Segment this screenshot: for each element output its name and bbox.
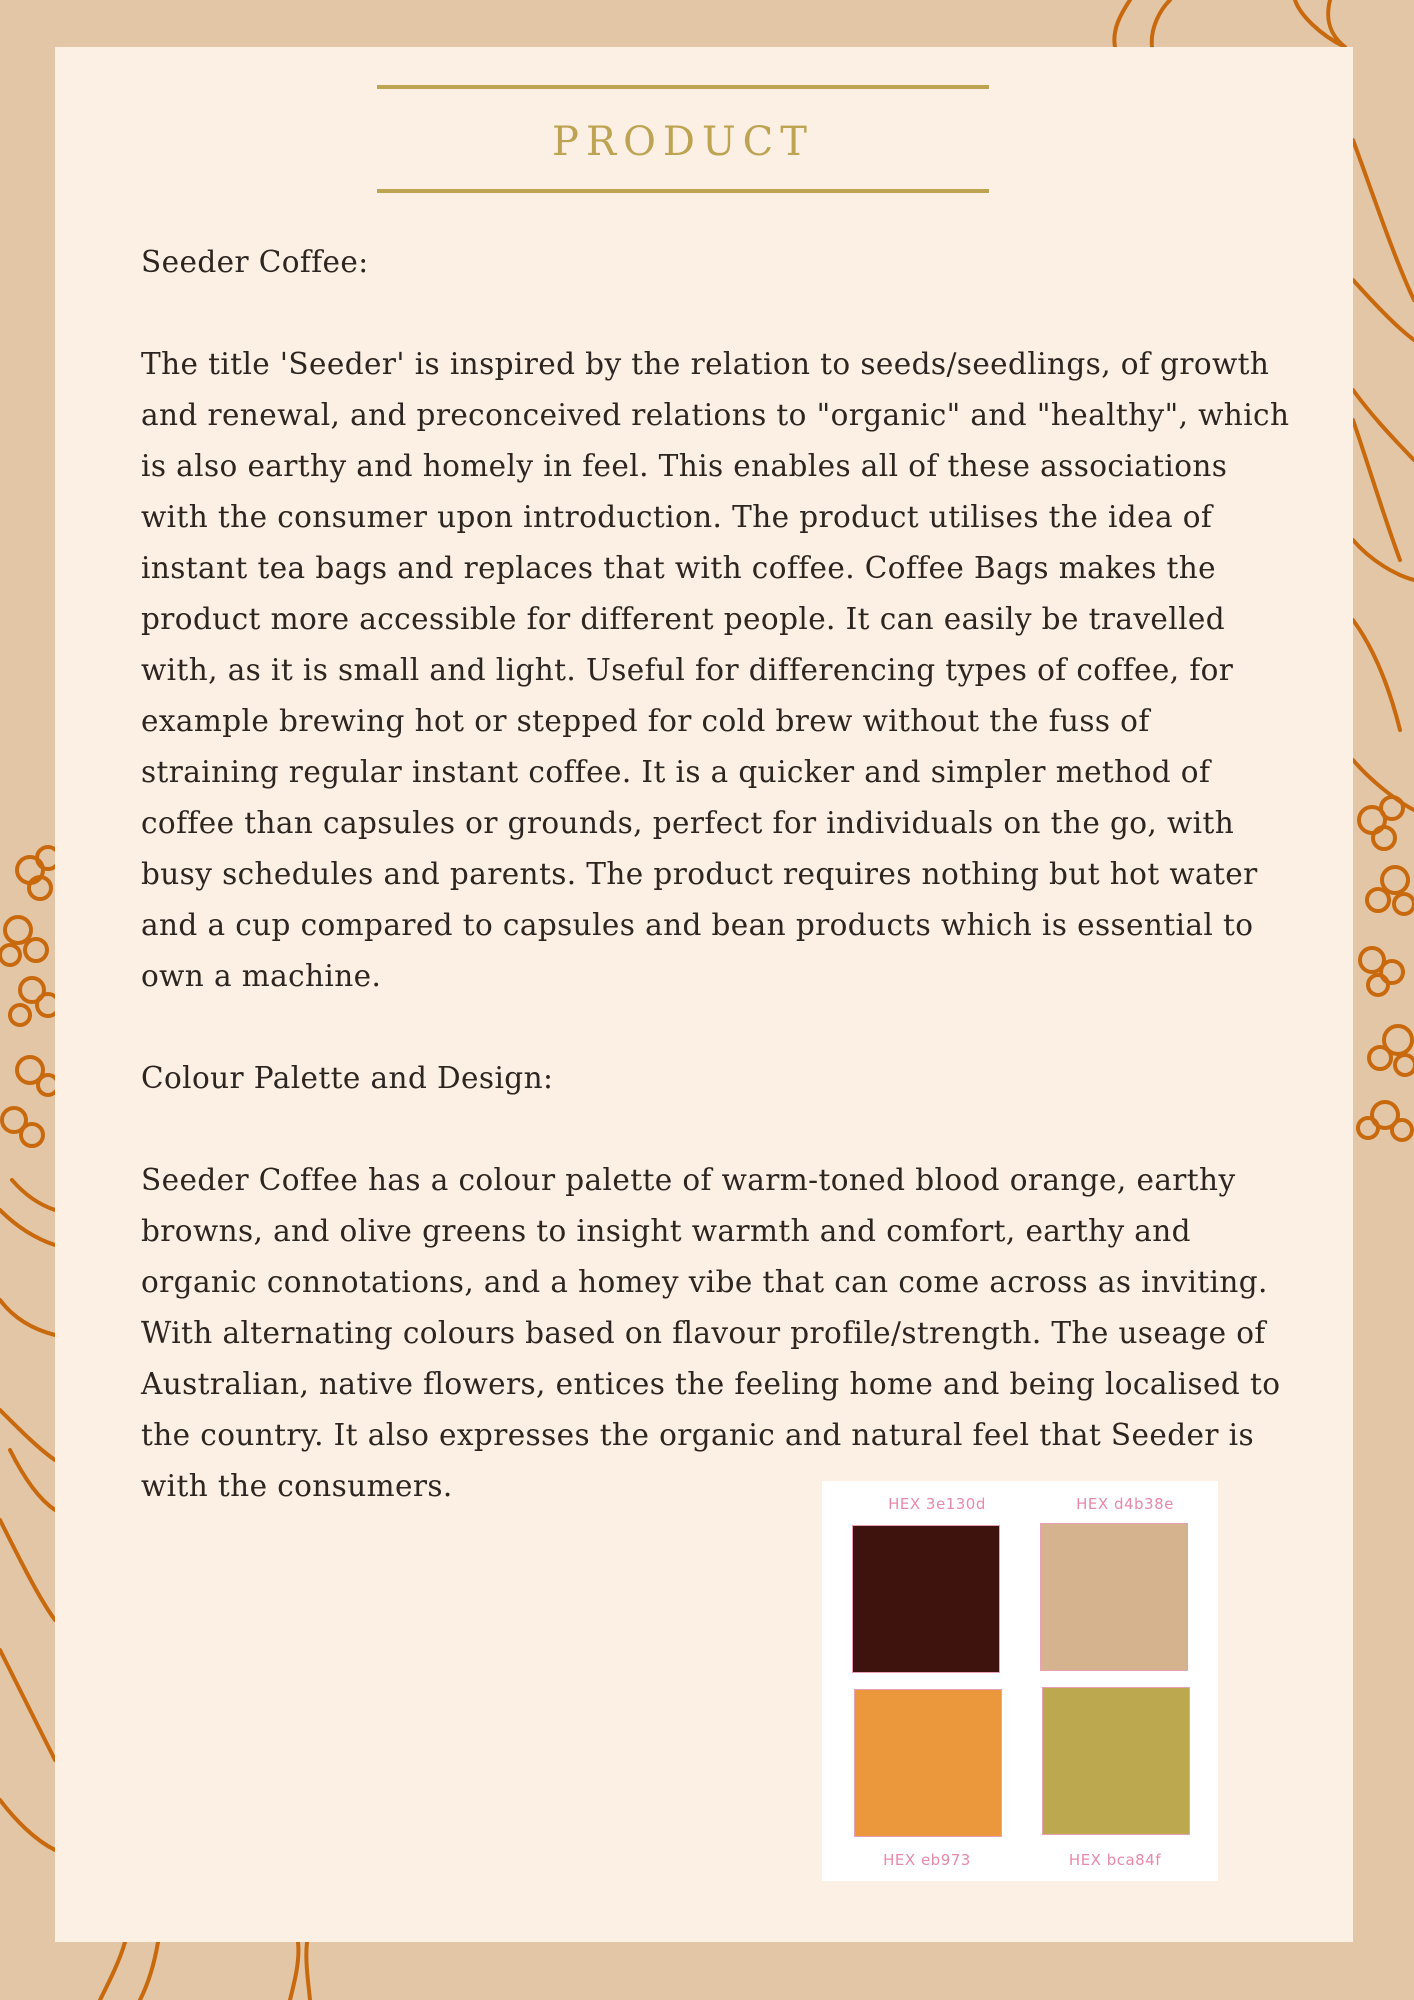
- swatch-tan: [1040, 1523, 1188, 1671]
- swatch-dark-brown: [852, 1525, 1000, 1673]
- paragraph-colour-palette: Seeder Coffee has a colour palette of warm-toned blood orange, earthy browns, and olive greens to insight warmth and comfort, earthy and organic connotations, and a homey vibe that can come across as inviting. With alternating colours based on flavour profile/strength. The useage of Australian, native flowers, entices the feeling home and being localised to the country. It also expresses the organic and natural feel that Seeder is with the consumers.: [141, 1163, 1281, 1503]
- title-rule-top: [377, 85, 989, 89]
- hex-label: HEX eb973: [883, 1851, 971, 1869]
- section-heading-seeder-coffee: Seeder Coffee:: [141, 245, 369, 279]
- hex-label: HEX bca84f: [1068, 1851, 1162, 1869]
- swatch-orange: [854, 1689, 1002, 1837]
- colour-palette: [822, 1481, 1218, 1881]
- section-heading-colour-palette: Colour Palette and Design:: [141, 1061, 554, 1095]
- hex-label: HEX 3e130d: [888, 1495, 986, 1513]
- title-block: [377, 85, 989, 195]
- title-rule-bottom: [377, 189, 989, 193]
- swatch-olive: [1042, 1687, 1190, 1835]
- hex-label: HEX d4b38e: [1076, 1495, 1174, 1513]
- content-body: [141, 237, 1291, 1512]
- paragraph-seeder-coffee: The title 'Seeder' is inspired by the relation to seeds/seedlings, of growth and renewal, and preconceived relations to "organic" and "healthy", which is also earthy and homely in feel. This enables all of these associations with the consumer upon introduction. The product utilises the idea of instant tea bags and replaces that with coffee. Coffee Bags makes the product more accessible for different people. It can easily be travelled with, as it is small and light. Useful for differencing types of coffee, for example brewing hot or stepped for cold brew without the fuss of straining regular instant coffee. It is a quicker and simpler method of coffee than capsules or grounds, perfect for individuals on the go, with busy schedules and parents. The product requires nothing but hot water and a cup compared to capsules and bean products which is essential to own a machine.: [141, 347, 1290, 993]
- page-title: PRODUCT: [552, 119, 814, 165]
